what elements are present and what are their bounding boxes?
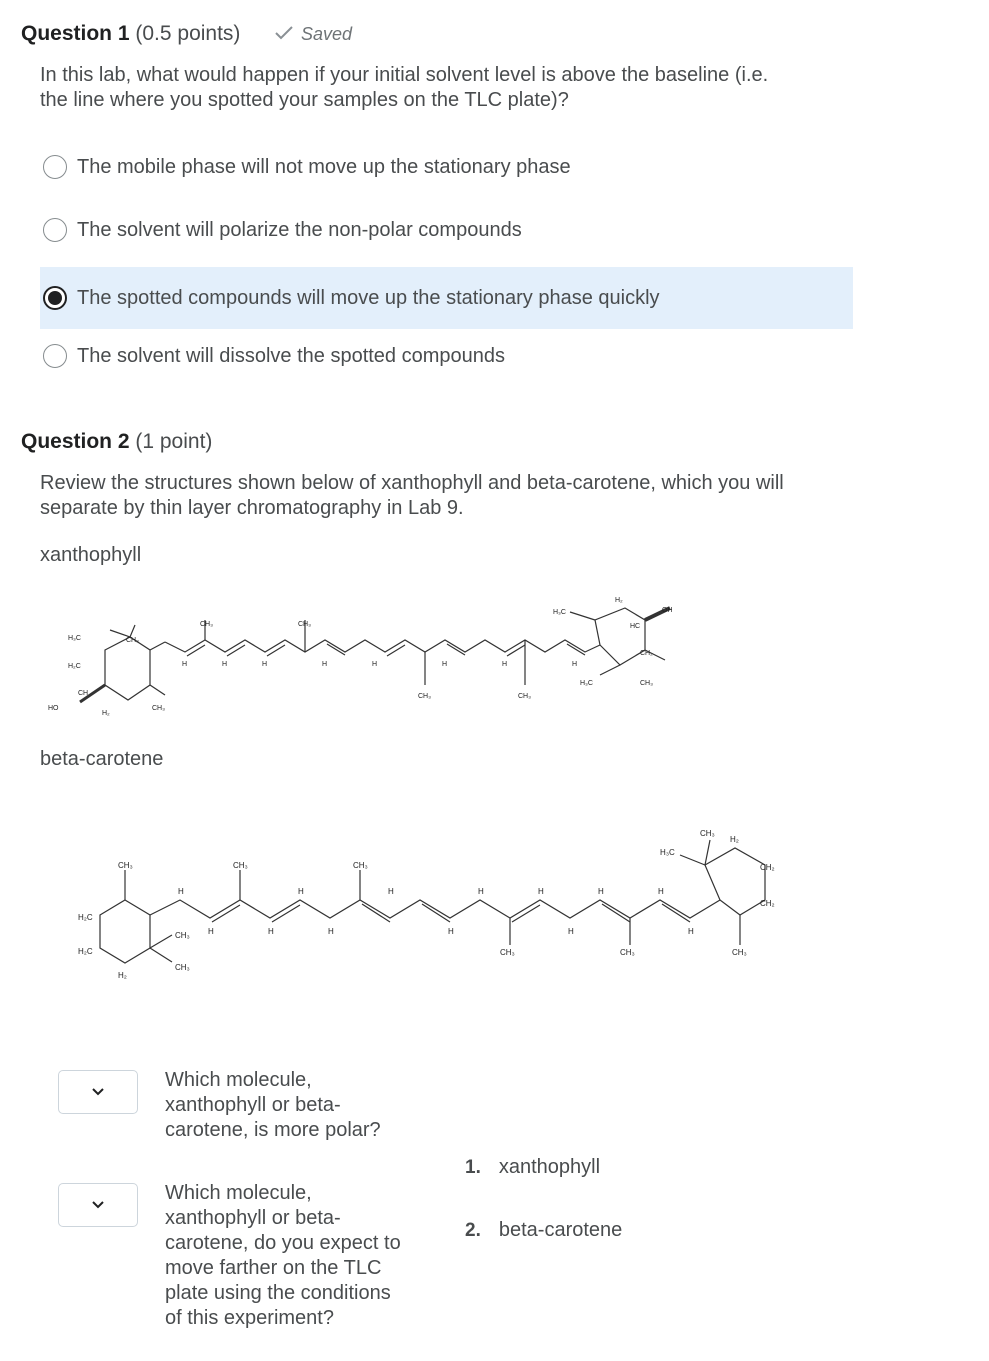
ch3-label: CH₃: [700, 829, 715, 838]
h-label: H: [598, 887, 604, 896]
ch-label: CH: [78, 690, 89, 697]
ch3-label: CH₃: [732, 948, 747, 957]
ch3-label: CH₃: [640, 680, 653, 687]
radio-button[interactable]: [43, 155, 67, 179]
match-dropdown-2[interactable]: [58, 1183, 138, 1227]
ch2-label: CH₂: [640, 650, 653, 657]
match-question-1: Which molecule, xanthophyll or beta- carotene, is more polar?: [165, 1069, 381, 1141]
radio-button-selected[interactable]: [43, 286, 67, 310]
ch3-label: CH₃: [175, 931, 190, 940]
hc-label: HC: [630, 623, 641, 630]
h-label: H: [478, 887, 484, 896]
ch3-label: CH₃: [353, 861, 368, 870]
h-label: H: [658, 887, 664, 896]
xanthophyll-label: xanthophyll: [40, 544, 142, 566]
h2-label: H₂: [730, 835, 739, 844]
h-label: H: [328, 927, 334, 936]
choice-item: 1. xanthophyll: [465, 1156, 601, 1178]
h2-label: H₂: [615, 597, 623, 604]
option-dissolve[interactable]: The solvent will dissolve the spotted compounds: [40, 325, 853, 387]
ch3-label: CH₃: [500, 948, 515, 957]
h2c-label: H₂C: [78, 947, 93, 956]
question-2-title: Question 2 (1 point): [21, 430, 213, 453]
h-label: H: [688, 927, 694, 936]
radio-button[interactable]: [43, 344, 67, 368]
h-label: H: [502, 661, 508, 668]
option-polarize[interactable]: The solvent will polarize the non-polar compounds: [40, 199, 853, 261]
h-label: H: [538, 887, 544, 896]
ch3-label: CH₃: [418, 693, 431, 700]
ch3-label: CH₃: [620, 948, 635, 957]
h-label: H: [442, 661, 448, 668]
h-label: H: [388, 887, 394, 896]
ch2-label: CH₂: [760, 863, 775, 872]
radio-button[interactable]: [43, 218, 67, 242]
checkmark-icon: [275, 24, 293, 45]
h-label: H: [298, 887, 304, 896]
option-mobile-phase[interactable]: The mobile phase will not move up the stationary phase: [40, 136, 853, 198]
h-label: H: [222, 661, 228, 668]
h-label: H: [372, 661, 378, 668]
ho-label: HO: [48, 705, 59, 712]
ch3-label: CH₃: [152, 705, 165, 712]
h-label: H: [322, 661, 328, 668]
choice-item: 2. beta-carotene: [465, 1219, 623, 1241]
h-label: H: [182, 661, 188, 668]
ch3-label: CH₃: [200, 621, 213, 628]
ch3-label: CH₃: [298, 621, 311, 628]
h2-label: H₂: [118, 971, 127, 980]
saved-status: Saved: [275, 24, 352, 45]
h3c-label: H₃C: [553, 609, 566, 616]
h-label: H: [268, 927, 274, 936]
match-dropdown-1[interactable]: [58, 1070, 138, 1114]
beta-carotene-structure: [60, 820, 800, 995]
chevron-down-icon: [92, 1083, 104, 1101]
h2c-label: H₂C: [78, 913, 93, 922]
oh-label: OH: [662, 607, 673, 614]
ch3-label: CH₃: [118, 861, 133, 870]
h3c-label: H₃C: [580, 680, 593, 687]
xanthophyll-structure: [40, 590, 720, 730]
h-label: H: [262, 661, 268, 668]
question-1-title: Question 1 (0.5 points): [21, 22, 241, 45]
h2-label: H₂: [102, 710, 110, 717]
question-2-prompt: Review the structures shown below of xanthophyll and beta-carotene, which you will separate by thin layer chromatography in Lab 9.: [40, 472, 784, 519]
ch3-label: CH₃: [518, 693, 531, 700]
ch3-label: CH₃: [175, 963, 190, 972]
h2c-label: H₂C: [68, 663, 81, 670]
option-move-quickly[interactable]: The spotted compounds will move up the stationary phase quickly: [40, 267, 853, 329]
ch2-label: CH₂: [760, 899, 775, 908]
h-label: H: [448, 927, 454, 936]
h-label: H: [572, 661, 578, 668]
h-label: H: [568, 927, 574, 936]
h-label: H: [208, 927, 214, 936]
beta-carotene-label: beta-carotene: [40, 748, 164, 770]
h3c-label: H₃C: [68, 635, 81, 642]
h-label: H: [178, 887, 184, 896]
chevron-down-icon: [92, 1196, 104, 1214]
ch3-label: CH₃: [126, 637, 139, 644]
ch3-label: CH₃: [233, 861, 248, 870]
question-1-prompt: In this lab, what would happen if your initial solvent level is above the baseline (i.e. the line where you spotted your samples on the TLC plate)?: [40, 64, 769, 111]
h3c-label: H₃C: [660, 848, 675, 857]
match-question-2: Which molecule, xanthophyll or beta- carotene, do you expect to move farther on the TLC plate using the conditions of this experiment?: [165, 1182, 401, 1329]
